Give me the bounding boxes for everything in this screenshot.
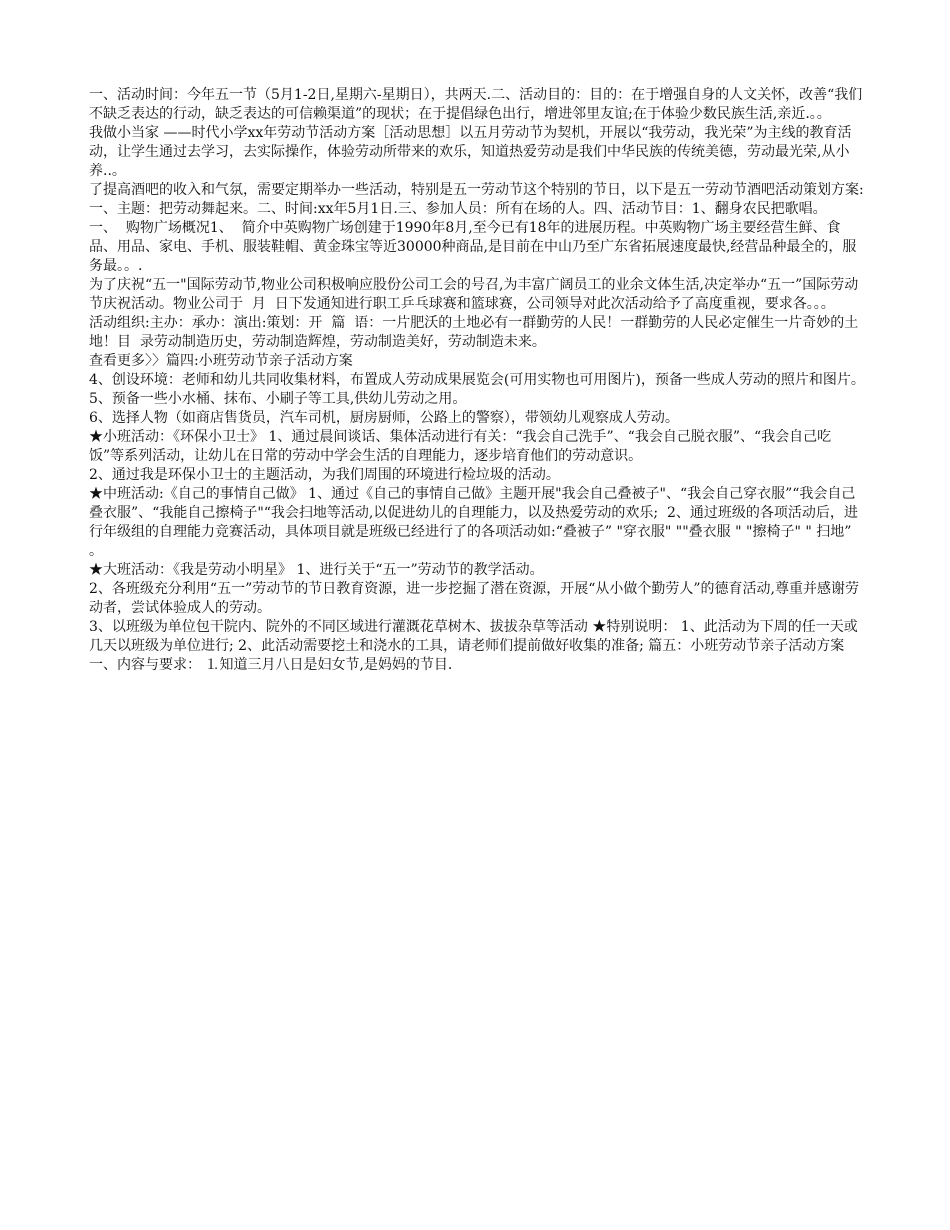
paragraph-class-areas: 3、以班级为单位包干院内、院外的不同区域进行灌溉花草树木、拔拔杂草等活动 ★特别说明： 1、此活动为下周的任一天或几天以班级为单位进行; 2、此活动需要挖土和浇水的工具，请老师们提前做好收集的准备; 篇五：小班劳动节亲子活动方案	[89, 619, 858, 654]
paragraph-small-class-activity: ★小班活动：《环保小卫士》 1、通过晨间谈话、集体活动进行有关：“我会自己洗手”、“我会自己脱衣服”、“我会自己吃饭”等系列活动，让幼儿在日常的劳动中学会生活的自理能力，逐步培育他们的劳动意识。	[89, 429, 832, 464]
paragraph-content-requirements: 一、内容与要求： ⒈知道三月八日是妇女节,是妈妈的节目.	[89, 657, 453, 673]
paragraph-middle-class-activity: ★中班活动:《自己的事情自己做》 1、通过《自己的事情自己做》主题开展"我会自己叠被子"、“我会自己穿衣服”“我会自己叠衣服”、“我能自己擦椅子"“我会扫地等活动,以促进幼儿的自理能力，以及热爱劳动的欢乐; 2、通过班级的各项活动后，进行年级组的自理能力竞赛活动，具体项目就是班级已经进行了的各项活动如:“叠被子” "穿衣服" ""叠衣服 " "擦椅子" " 扫地” 。	[89, 486, 858, 559]
paragraph-class-resources: 2、各班级充分利用“五一”劳动节的节日教育资源，进一步挖掘了潜在资源，开展“从小做个勤劳人”的德育活动,尊重并感谢劳动者，尝试体验成人的劳动。	[89, 581, 859, 616]
paragraph-activity-time: 一、活动时间：今年五一节（5月1-2日,星期六-星期日），共两天.二、活动目的：目的：在于增强自身的人文关怀，改善“我们不缺乏表达的行动，缺乏表达的可信赖渠道”的现状；在于提倡绿色出行，增进邻里友谊;在于体验少数民族生活,亲近.。。	[89, 87, 863, 122]
paragraph-prepare-tools: 5、预备一些小水桶、抹布、小刷子等工具,供幼儿劳动之用。	[89, 391, 467, 407]
paragraph-select-people: 6、选择人物（如商店售货员，汽车司机，厨房厨师，公路上的警察），带领幼儿观察成人劳动。	[89, 410, 679, 426]
paragraph-bar-event-plan: 了提高酒吧的收入和气氛，需要定期举办一些活动，特别是五一劳动节这个特别的节日，以下是五一劳动节酒吧活动策划方案:一、主题：把劳动舞起来。二、时间:xx年5月1日.三、参加人员：所有在场的人。四、活动节目：1、翻身农民把歌唱。	[89, 182, 864, 217]
paragraph-see-more-heading: 查看更多〉〉篇四:小班劳动节亲子活动方案	[89, 353, 353, 369]
paragraph-event-organization: 活动组织:主办：承办：演出:策划：开 篇 语：一片肥沃的土地必有一群勤劳的人民！一群勤劳的人民必定催生一片奇妙的土地！目 录劳动制造历史，劳动制造辉煌，劳动制造美好，劳动制造未来。	[89, 315, 859, 350]
paragraph-property-company: 为了庆祝“五一"国际劳动节,物业公司积极响应股份公司工会的号召,为丰富广阔员工的业余文体生活,决定举办“五一”国际劳动节庆祝活动。物业公司于 月 日下发通知进行职工乒乓球赛和篮球赛，公司领导对此次活动给予了高度重视，要求各。。。	[89, 277, 859, 312]
paragraph-little-housekeeper: 我做小当家 ——时代小学xx年劳动节活动方案［活动思想］以五月劳动节为契机，开展以“我劳动，我光荣”为主线的教育活动，让学生通过去学习，去实际操作，体验劳动所带来的欢乐，知道热爱劳动是我们中华民族的传统美德，劳动最光荣,从小养..。	[89, 125, 852, 179]
paragraph-shopping-plaza: 一、 购物广场概况1、 简介中英购物广场创建于1990年8月,至今已有18年的进展历程。中英购物广场主要经营生鲜、食品、用品、家电、手机、服装鞋帽、黄金珠宝等近30000种商品,是目前在中山乃至广东省拓展速度最快,经营品种最全的，服务最。。.	[89, 220, 857, 274]
paragraph-big-class-activity: ★大班活动：《我是劳动小明星》 1、进行关于“五一”劳动节的教学活动。	[89, 562, 544, 578]
paragraph-environment-guard: 2、通过我是环保小卫士的主题活动，为我们周围的环境进行检垃圾的活动。	[89, 467, 560, 483]
paragraph-create-environment: 4、创设环境：老师和幼儿共同收集材料，布置成人劳动成果展览会(可用实物也可用图片)，预备一些成人劳动的照片和图片。	[89, 372, 865, 388]
